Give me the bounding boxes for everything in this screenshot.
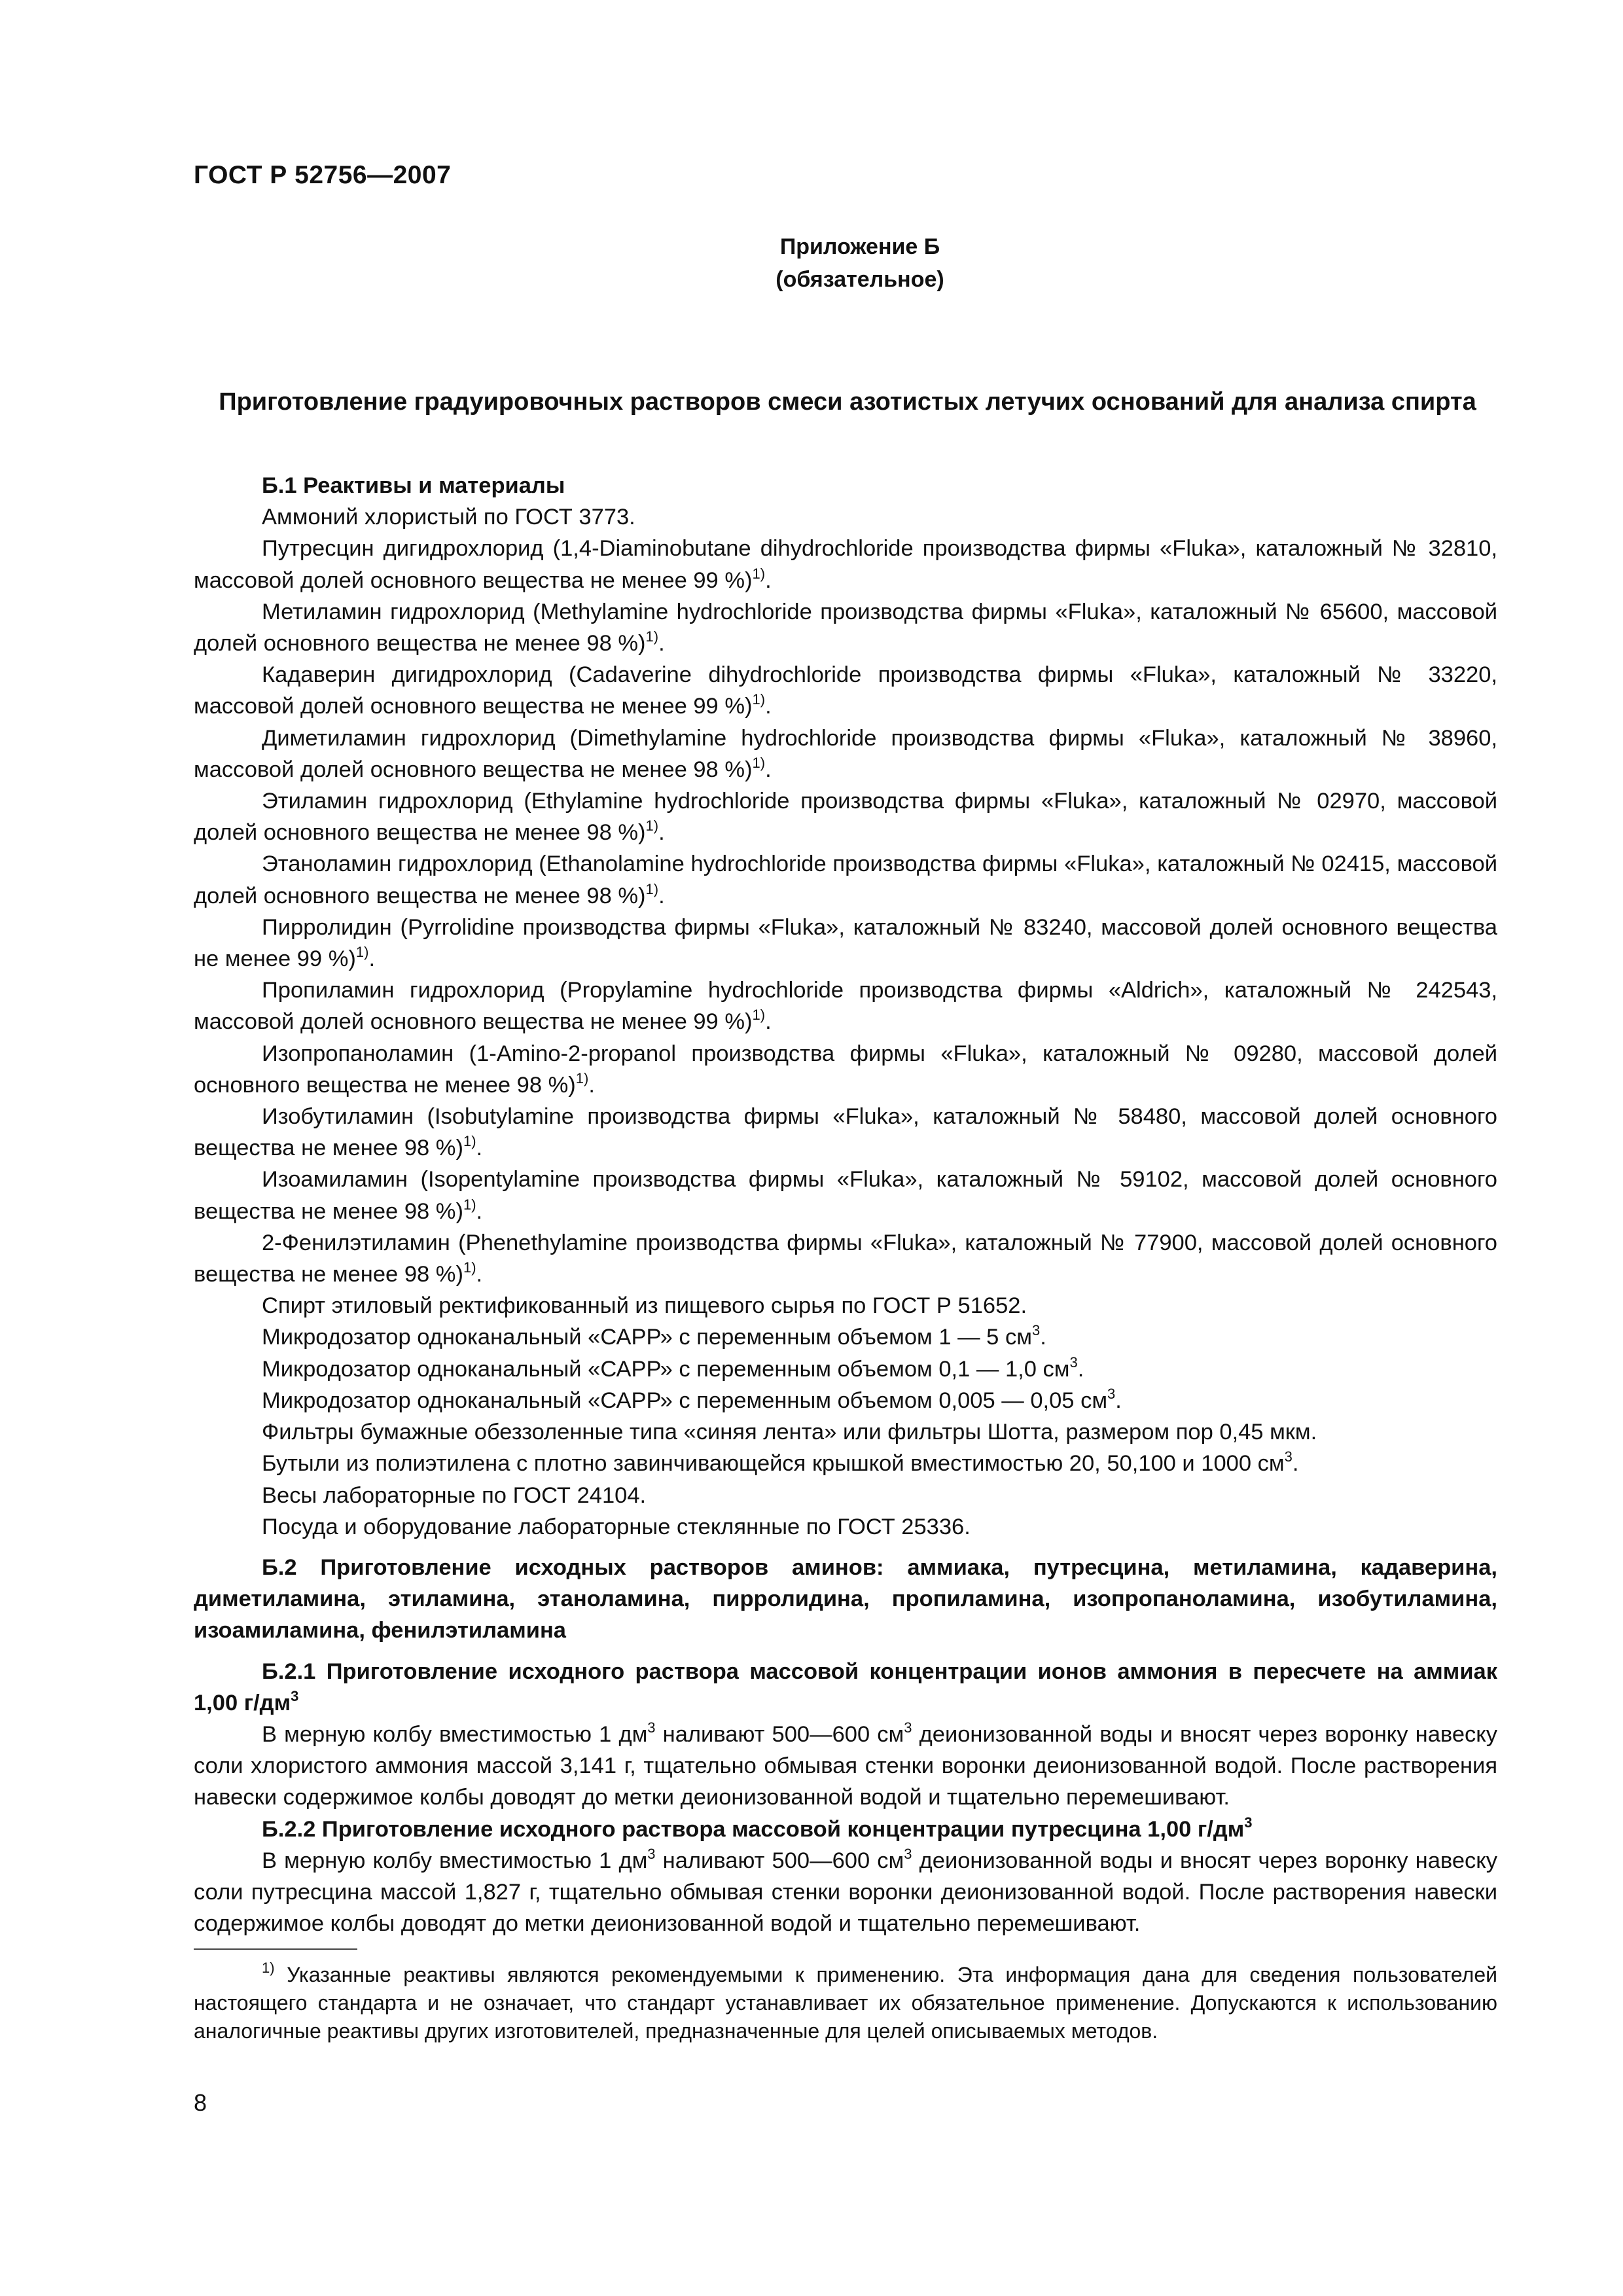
reagent-item: Пропиламин гидрохлорид (Propylamine hydrochloride производства фирмы «Aldrich», каталожный № 242543, массовой долей основного вещества не менее 99 %)$^{1)}$. xyxy=(194,978,1497,1035)
paragraph-filters: Фильтры бумажные обеззоленные типа «синяя лента» или фильтры Шотта, размером пор 0,45 мкм. xyxy=(262,1420,1317,1445)
footnote-reference: 1) xyxy=(752,754,766,771)
reagent-item: Изобутиламин (Isobutylamine производства фирмы «Fluka», каталожный № 58480, массовой долей основного вещества не менее 98 %)$^{1)}$. xyxy=(194,1104,1497,1161)
section-heading-b21: Б.2.1 Приготовление исходного раствора массовой концентрации ионов аммония в пересчете на аммиак 1,00 $г/дм^3$ xyxy=(194,1659,1497,1715)
reagent-item: Кадаверин дигидрохлорид (Cadaverine dihydrochloride производства фирмы «Fluka», каталожный № 33220, массовой долей основного вещества не менее 99 %)$^{1)}$. xyxy=(194,662,1497,719)
reagent-item: Диметиламин гидрохлорид (Dimethylamine hydrochloride производства фирмы «Fluka», каталожный № 38960, массовой долей основного вещества не менее 98 %)$^{1)}$. xyxy=(194,725,1497,782)
paragraph-b22: В мерную колбу вместимостью 1 $дм^3$ наливают 500—600 $см^3$ деионизованной воды и вносят через воронку навеску соли путресцина массой 1,827 г, тщательно обмывая стенки воронки деионизованной водой. После растворения навески содержимое колбы доводят до метки деионизованной водой и тщательно перемешивают. xyxy=(194,1845,1497,1937)
section-heading-b1: Б.1 Реактивы и материалы xyxy=(262,473,565,498)
footnote xyxy=(194,1961,1497,2045)
paragraph-dispenser-1: Микродозатор одноканальный «САРР» с переменным объемом 1 — 5 $см^3$. xyxy=(262,1322,1046,1350)
reagent-item: Изопропаноламин (1-Amino-2-propanol производства фирмы «Fluka», каталожный № 09280, массовой долей основного вещества не менее 98 %)$^{1)}$. xyxy=(194,1041,1497,1098)
document-title: Приготовление градуировочных растворов смеси азотистых летучих оснований для анализа спирта xyxy=(219,388,1476,416)
paragraph-b21: В мерную колбу вместимостью 1 $дм^3$ наливают 500—600 $см^3$ деионизованной воды и вносят через воронку навеску соли хлористого аммония массой 3,141 г, тщательно обмывая стенки воронки деионизованной водой. После растворения навески содержимое колбы доводят до метки деионизованной водой и тщательно перемешивают. xyxy=(194,1719,1497,1810)
footnote-reference: 1) xyxy=(463,1259,476,1276)
reagent-item: Аммоний хлористый по ГОСТ 3773. xyxy=(262,505,635,530)
paragraph-scales: Весы лабораторные по ГОСТ 24104. xyxy=(262,1482,647,1508)
reagent-list xyxy=(194,501,1497,1290)
appendix-block xyxy=(0,230,1623,296)
paragraph-dispenser-3: Микродозатор одноканальный «САРР» с переменным объемом 0,005 — 0,05 $см^3$. xyxy=(262,1385,1122,1413)
footnote-reference: 1) xyxy=(645,817,659,834)
footnote-text: Указанные реактивы являются рекомендуемыми к применению. Эта информация дана для сведения пользователей настоящего стандарта и не означает, что стандарт устанавливает их обязательное применение. Допускаются к использованию аналогичные реактивы других изготовителей, предназначенные для целей описываемых методов. xyxy=(194,1963,1497,2043)
footnote-reference: 1) xyxy=(752,691,766,708)
appendix-title: Приложение Б xyxy=(779,234,940,259)
page-number: 8 xyxy=(194,2089,207,2116)
reagent-item: 2-Фенилэтиламин (Phenethylamine производства фирмы «Fluka», каталожный № 77900, массовой долей основного вещества не менее 98 %)$^{1)}$. xyxy=(194,1230,1497,1287)
footnote-reference: 1) xyxy=(355,944,369,961)
paragraph-glassware: Посуда и оборудование лабораторные стеклянные по ГОСТ 25336. xyxy=(262,1514,971,1539)
reagent-item: Изоамиламин (Isopentylamine производства фирмы «Fluka», каталожный № 59102, массовой долей основного вещества не менее 98 %)$^{1)}$. xyxy=(194,1167,1497,1224)
footnote-mark: 1) xyxy=(262,1960,275,1976)
footnote-reference: 1) xyxy=(575,1069,589,1086)
section-heading-b22: Б.2.2 Приготовление исходного раствора массовой концентрации путресцина 1,00 $г/дм^3$ xyxy=(262,1814,1253,1842)
footnote-reference: 1) xyxy=(752,1007,766,1024)
reagent-item: Метиламин гидрохлорид (Methylamine hydrochloride производства фирмы «Fluka», каталожный № 65600, массовой долей основного вещества не менее 98 %)$^{1)}$. xyxy=(194,599,1497,656)
paragraph-ethanol: Спирт этиловый ректификованный из пищевого сырья по ГОСТ Р 51652. xyxy=(262,1293,1027,1319)
footnote-reference: 1) xyxy=(463,1133,476,1150)
reagent-item: Путресцин дигидрохлорид (1,4-Diaminobutane dihydrochloride производства фирмы «Fluka», каталожный № 32810, массовой долей основного вещества не менее 99 %)$^{1)}$. xyxy=(194,536,1497,593)
reagent-item: Этиламин гидрохлорид (Ethylamine hydrochloride производства фирмы «Fluka», каталожный № 02970, массовой долей основного вещества не менее 98 %)$^{1)}$. xyxy=(194,789,1497,846)
section-heading-b2: Б.2 Приготовление исходных растворов аминов: аммиака, путресцина, метиламина, кадаверина, диметиламина, этиламина, этаноламина, пирролидина, пропиламина, изопропаноламина, изобутиламина, изоамиламина, фенилэтиламина xyxy=(194,1554,1497,1643)
paragraph-dispenser-2: Микродозатор одноканальный «САРР» с переменным объемом 0,1 — 1,0 $см^3$. xyxy=(262,1354,1084,1382)
footnote-reference: 1) xyxy=(645,628,659,645)
footnote-divider xyxy=(194,1948,357,1950)
footnote-reference: 1) xyxy=(752,565,766,582)
standard-header: ГОСТ Р 52756—2007 xyxy=(194,161,452,189)
paragraph-bottles: Бутыли из полиэтилена с плотно завинчивающейся крышкой вместимостью 20, 50,100 и 1000 $см^3$. xyxy=(262,1448,1299,1477)
footnote-reference: 1) xyxy=(645,880,659,897)
appendix-status: (обязательное) xyxy=(776,267,944,292)
footnote-reference: 1) xyxy=(463,1196,476,1213)
document-body xyxy=(194,470,1497,1939)
reagent-item: Пирролидин (Pyrrolidine производства фирмы «Fluka», каталожный № 83240, массовой долей основного вещества не менее 99 %)$^{1)}$. xyxy=(194,914,1497,972)
reagent-item: Этаноламин гидрохлорид (Ethanolamine hydrochloride производства фирмы «Fluka», каталожный № 02415, массовой долей основного вещества не менее 98 %)$^{1)}$. xyxy=(194,852,1497,908)
